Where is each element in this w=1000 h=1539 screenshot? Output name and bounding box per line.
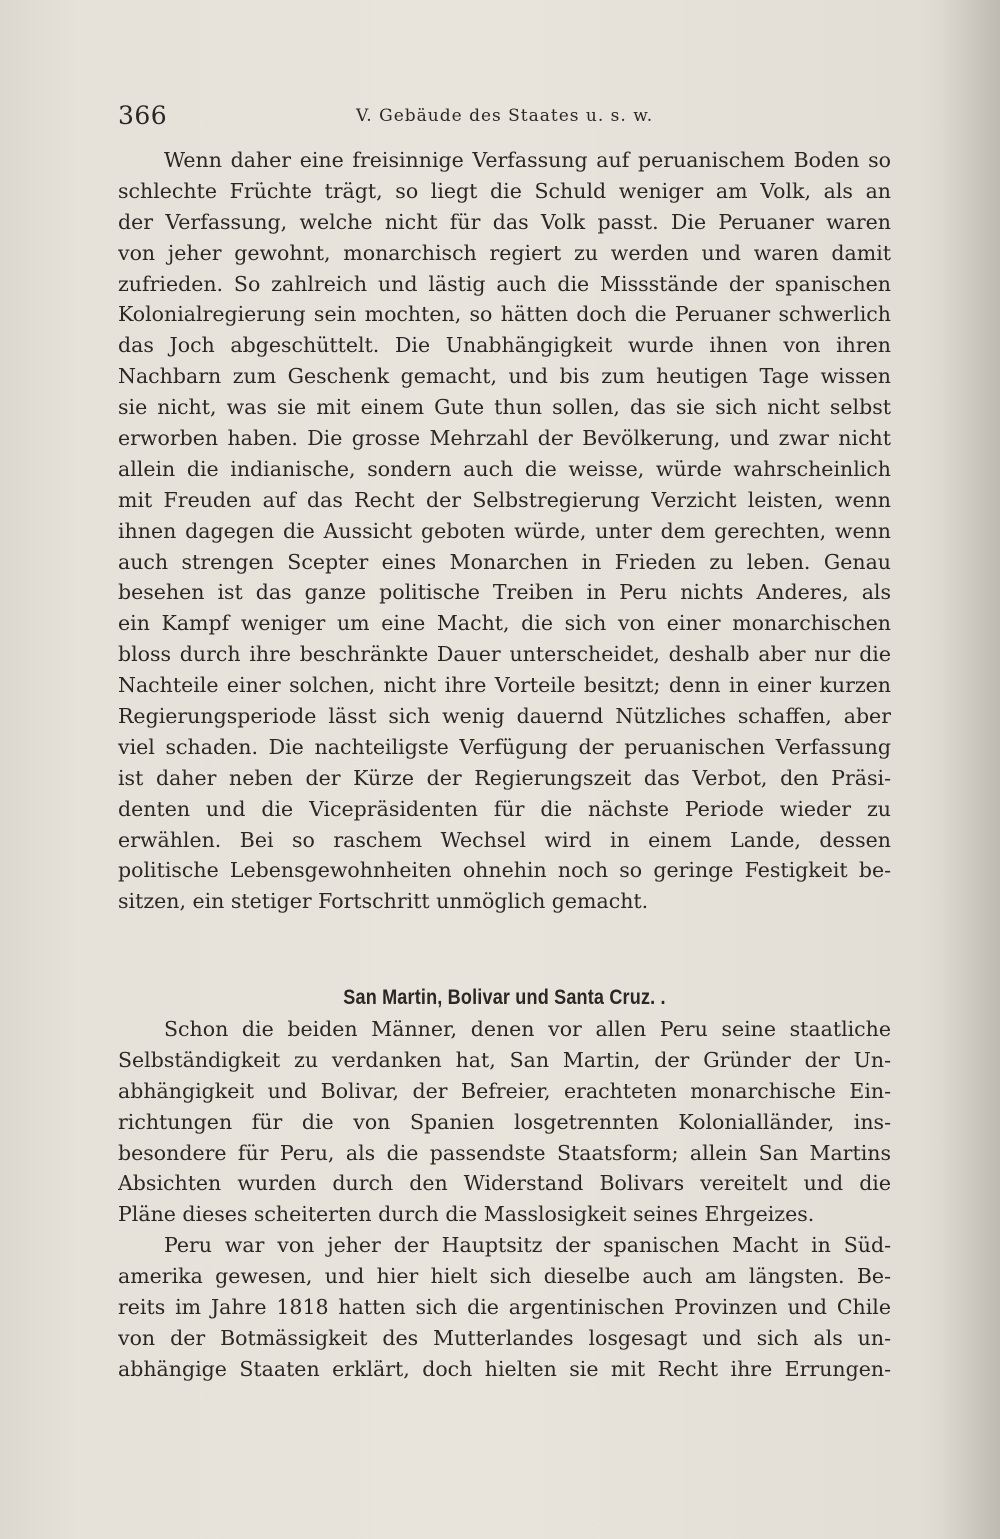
paragraph-2-and-3	[118, 1014, 891, 1385]
text-line: ein Kampf weniger um eine Macht, die sich von einer monarchischen	[118, 611, 891, 636]
text-line: Nachbarn zum Geschenk gemacht, und bis zum heutigen Tage wissen	[118, 364, 891, 389]
text-line: reits im Jahre 1818 hatten sich die argentinischen Provinzen und Chile	[118, 1295, 891, 1320]
text-line: Regierungsperiode lässt sich wenig dauernd Nützliches schaffen, aber	[118, 704, 891, 729]
text-line: besondere für Peru, als die passendste Staatsform; allein San Martins	[118, 1140, 891, 1165]
page-edge-shadow	[940, 0, 1000, 1539]
paragraph-1	[118, 145, 891, 917]
text-line: erworben haben. Die grosse Mehrzahl der Bevölkerung, und zwar nicht	[118, 426, 891, 451]
text-line: auch strengen Scepter eines Monarchen in Frieden zu leben. Genau	[118, 549, 891, 574]
text-line: der Verfassung, welche nicht für das Volk passt. Die Peruaner waren	[118, 209, 891, 234]
text-line: das Joch abgeschüttelt. Die Unabhängigkeit wurde ihnen von ihren	[118, 333, 891, 358]
text-line: allein die indianische, sondern auch die weisse, würde wahrscheinlich	[118, 456, 891, 481]
text-line: abhängige Staaten erklärt, doch hielten sie mit Recht ihre Errungen-	[118, 1356, 891, 1381]
text-line: sitzen, ein stetiger Fortschritt unmöglich gemacht.	[118, 889, 649, 914]
text-line: denten und die Vicepräsidenten für die nächste Periode wieder zu	[118, 796, 891, 821]
text-line: Selbständigkeit zu verdanken hat, San Martin, der Gründer der Un-	[118, 1047, 891, 1072]
text-line: Pläne dieses scheiterten durch die Masslosigkeit seines Ehrgeizes.	[118, 1202, 815, 1227]
text-line: mit Freuden auf das Recht der Selbstregierung Verzicht leisten, wenn	[118, 487, 891, 512]
text-line: viel schaden. Die nachteiligste Verfügung der peruanischen Verfassung	[118, 734, 891, 759]
text-line: erwählen. Bei so raschem Wechsel wird in einem Lande, dessen	[118, 827, 891, 852]
text-line: Kolonialregierung sein mochten, so hätten doch die Peruaner schwerlich	[118, 302, 891, 327]
section-heading: San Martin, Bolivar und Santa Cruz. .	[343, 986, 666, 1009]
text-line: Peru war von jeher der Hauptsitz der spanischen Macht in Süd-	[164, 1233, 891, 1258]
text-line: von der Botmässigkeit des Mutterlandes losgesagt und sich als un-	[118, 1325, 891, 1350]
text-line: zufrieden. So zahlreich und lästig auch die Missstände der spanischen	[118, 271, 891, 296]
text-line: bloss durch ihre beschränkte Dauer unterscheidet, deshalb aber nur die	[118, 642, 891, 667]
text-line: politische Lebensgewohnheiten ohnehin noch so geringe Festigkeit be-	[118, 858, 891, 883]
text-line: schlechte Früchte trägt, so liegt die Schuld weniger am Volk, als an	[118, 178, 891, 203]
text-line: Wenn daher eine freisinnige Verfassung auf peruanischem Boden so	[164, 148, 891, 172]
text-line: Schon die beiden Männer, denen vor allen Peru seine staatliche	[164, 1017, 891, 1041]
text-line: abhängigkeit und Bolivar, der Befreier, erachteten monarchische Ein-	[118, 1078, 891, 1103]
text-line: besehen ist das ganze politische Treiben in Peru nichts Anderes, als	[118, 580, 891, 605]
page-number: 366	[118, 101, 168, 130]
page-header	[118, 98, 890, 134]
running-head: V. Gebäude des Staates u. s. w.	[356, 106, 654, 126]
text-line: Absichten wurden durch den Widerstand Bolivars vereitelt und die	[118, 1171, 891, 1196]
text-line: ist daher neben der Kürze der Regierungszeit das Verbot, den Präsi-	[118, 765, 891, 790]
text-line: amerika gewesen, und hier hielt sich dieselbe auch am längsten. Be-	[118, 1264, 891, 1289]
text-line: sie nicht, was sie mit einem Gute thun sollen, das sie sich nicht selbst	[118, 395, 891, 420]
text-line: richtungen für die von Spanien losgetrennten Kolonialländer, ins-	[118, 1109, 891, 1134]
text-line: Nachteile einer solchen, nicht ihre Vorteile besitzt; denn in einer kurzen	[118, 673, 891, 698]
text-line: von jeher gewohnt, monarchisch regiert zu werden und waren damit	[118, 240, 891, 265]
text-line: ihnen dagegen die Aussicht geboten würde, unter dem gerechten, wenn	[118, 518, 891, 543]
